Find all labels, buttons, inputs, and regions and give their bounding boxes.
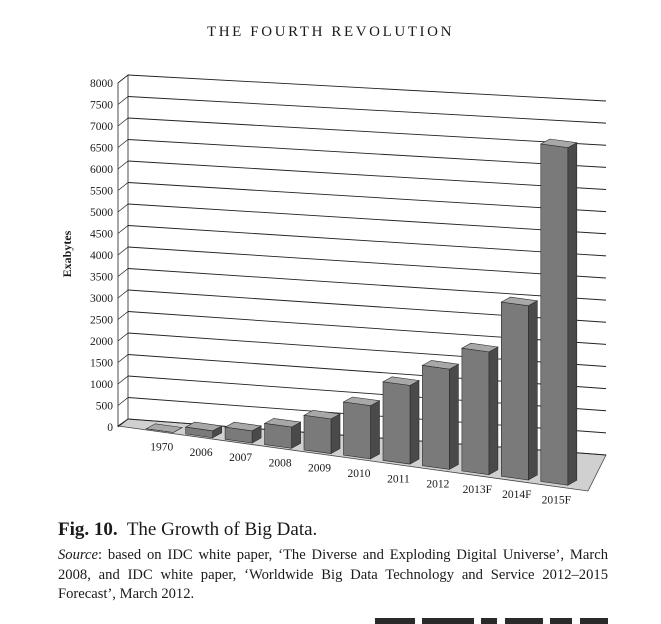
bar xyxy=(344,397,380,459)
bar-side xyxy=(449,364,458,469)
gridline xyxy=(128,183,606,212)
y-tick-label: 7500 xyxy=(90,99,113,112)
y-tick-label: 1000 xyxy=(90,379,113,391)
x-tick-label: 2012 xyxy=(426,478,450,491)
bar xyxy=(383,377,419,464)
bar-front xyxy=(501,302,528,480)
y-tick-label: 8000 xyxy=(90,78,113,90)
y-tick-label: 1500 xyxy=(90,357,113,370)
y-axis-ticks xyxy=(90,78,113,434)
bar xyxy=(541,139,577,485)
x-tick-label: 2007 xyxy=(229,452,253,465)
bar-front xyxy=(462,348,489,475)
bar xyxy=(422,360,458,469)
bar-side xyxy=(489,347,498,475)
y-tick-label: 5500 xyxy=(90,185,113,198)
x-tick-label: 2010 xyxy=(347,468,371,480)
bar-front xyxy=(422,365,449,469)
gridline xyxy=(128,204,606,234)
bar-side xyxy=(568,143,577,486)
gridline xyxy=(128,118,606,145)
figure-title: The Growth of Big Data. xyxy=(126,519,318,540)
figure-caption xyxy=(58,519,317,541)
bar-front xyxy=(265,423,292,448)
bar-side xyxy=(410,381,419,465)
y-tick-label: 3000 xyxy=(90,293,113,305)
bar-front xyxy=(383,382,410,464)
y-tick-label: 4500 xyxy=(90,228,113,241)
bar-front xyxy=(344,402,371,459)
bar xyxy=(462,343,498,475)
running-head: THE FOURTH REVOLUTION xyxy=(206,24,454,40)
bar xyxy=(225,422,261,443)
y-tick-label: 6500 xyxy=(90,142,113,155)
bar-front xyxy=(541,144,568,485)
y-tick-label: 4000 xyxy=(90,250,113,262)
x-tick-label: 2006 xyxy=(189,446,213,459)
gridline xyxy=(128,97,606,124)
bar-front xyxy=(304,415,331,453)
x-tick-label: 1970 xyxy=(150,441,174,454)
chart-bars xyxy=(146,139,577,485)
y-tick-label: 3500 xyxy=(90,271,113,284)
source-text: : based on IDC white paper, ‘The Diverse and Exploding Digital Universe’, March 2008, and IDC white paper, ‘Worldwide Big Data Technology and Service 2012–2015 Forecast’, March 2012. xyxy=(58,547,608,602)
bar xyxy=(501,297,537,480)
bar-side xyxy=(331,414,340,454)
y-tick-label: 7000 xyxy=(90,121,113,133)
figure-number: Fig. 10. xyxy=(58,519,118,540)
y-tick-label: 2000 xyxy=(90,336,113,348)
x-tick-label: 2011 xyxy=(387,473,410,486)
figure-source xyxy=(58,546,608,605)
gridline xyxy=(128,75,606,101)
x-tick-label: 2008 xyxy=(268,457,292,470)
bar xyxy=(304,410,340,453)
y-tick-label: 500 xyxy=(95,400,113,413)
bar-side xyxy=(371,401,380,459)
y-axis-label: Exabytes xyxy=(60,230,74,278)
source-label: Source xyxy=(58,547,98,563)
y-tick-label: 6000 xyxy=(90,164,113,176)
gridline xyxy=(128,140,606,168)
x-tick-label: 2009 xyxy=(308,462,332,475)
bar xyxy=(265,418,301,448)
chart-side-wall xyxy=(118,75,128,426)
bar-side xyxy=(528,301,537,480)
cropped-text-line xyxy=(0,610,661,624)
y-tick-label: 0 xyxy=(107,422,113,434)
y-tick-label: 2500 xyxy=(90,314,113,327)
y-tick-label: 5000 xyxy=(90,207,113,219)
x-tick-label: 2015F xyxy=(541,494,571,507)
x-tick-label: 2014F xyxy=(502,489,532,502)
gridline xyxy=(128,161,606,190)
x-tick-label: 2013F xyxy=(462,483,493,496)
